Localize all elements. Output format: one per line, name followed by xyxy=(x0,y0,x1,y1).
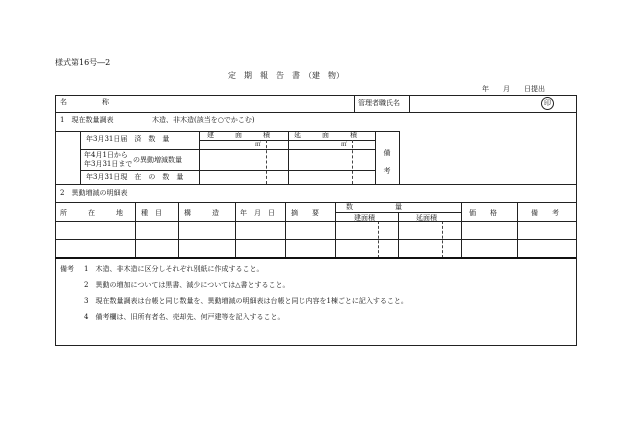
divider xyxy=(55,202,576,203)
divider xyxy=(335,212,461,213)
col-date: 年 月 日 xyxy=(240,209,275,217)
divider xyxy=(285,202,286,258)
divider xyxy=(80,149,375,150)
form-number: 様式第16号―2 xyxy=(55,58,111,67)
section2-heading: 2 異動増減の明細表 xyxy=(60,189,128,197)
unit-sqm: ㎡ xyxy=(341,141,348,148)
divider xyxy=(354,95,355,112)
col-category: 種 目 xyxy=(141,209,162,217)
divider xyxy=(80,131,81,184)
row-change-from: 年4月1日から xyxy=(84,151,128,159)
divider xyxy=(398,212,399,258)
notes-divider xyxy=(55,257,576,259)
row-current-quantity: 年3月31日現 在 の 数 量 xyxy=(86,173,184,181)
seal-icon: 印 xyxy=(541,97,554,110)
date-submitted: 年 月 日提出 xyxy=(482,85,545,93)
divider xyxy=(517,202,518,258)
col-building-area-2: 建面積 xyxy=(354,214,375,222)
divider xyxy=(80,170,375,171)
note-item: 2 異動の増加については黒書、減少については△書とすること。 xyxy=(84,281,290,289)
divider xyxy=(178,202,179,258)
col-remarks: 備 考 xyxy=(531,209,559,217)
row-reported-quantity: 年3月31日届 済 数 量 xyxy=(86,135,170,143)
structure-note: 木造、非木造(該当を○でかこむ) xyxy=(152,116,255,124)
divider xyxy=(235,202,236,258)
divider xyxy=(135,202,136,258)
col-location: 所 在 地 xyxy=(60,209,123,217)
name-label: 名 称 xyxy=(60,98,109,106)
divider xyxy=(55,112,576,113)
divider xyxy=(409,95,410,112)
col-quantity: 数 量 xyxy=(346,203,402,211)
col-structure: 構 造 xyxy=(184,209,219,217)
divider xyxy=(288,131,289,184)
note-item: 4 備考欄は、旧所有者名、売却先、何戸建等を記入すること。 xyxy=(84,313,285,321)
divider xyxy=(335,202,336,258)
unit-sqm: ㎡ xyxy=(255,141,262,148)
divider xyxy=(55,221,576,222)
divider xyxy=(55,184,576,185)
notes-label: 備考 xyxy=(60,265,74,273)
col-building-area: 建 面 積 xyxy=(207,131,270,139)
col-total-area-2: 延面積 xyxy=(416,214,437,222)
dashed-divider xyxy=(266,140,267,184)
divider xyxy=(55,239,576,240)
divider xyxy=(199,140,375,141)
col-summary: 摘 要 xyxy=(291,209,319,217)
note-item: 1 木造、非木造に区分しそれぞれ別紙に作成すること。 xyxy=(84,265,264,273)
row-change-to: 年3月31日まで xyxy=(84,160,133,168)
divider xyxy=(375,131,376,184)
divider xyxy=(399,131,400,184)
col-total-area: 延 面 積 xyxy=(294,131,357,139)
remarks-label: 備 考 xyxy=(383,149,398,175)
divider xyxy=(461,202,462,258)
dashed-divider xyxy=(352,140,353,184)
divider xyxy=(199,131,200,184)
section1-heading: 1 現在数量調表 xyxy=(60,116,114,124)
row-change-suffix: の異動増減数量 xyxy=(133,156,182,164)
col-price: 価 格 xyxy=(469,209,497,217)
note-item: 3 現在数量調表は台帳と同じ数量を、異動増減の明細表は台帳と同じ内容を1棟ごとに記入すること。 xyxy=(84,297,408,305)
page-title: 定 期 報 告 書 （建 物） xyxy=(228,71,344,80)
manager-label: 管理者職氏名 xyxy=(358,99,400,107)
